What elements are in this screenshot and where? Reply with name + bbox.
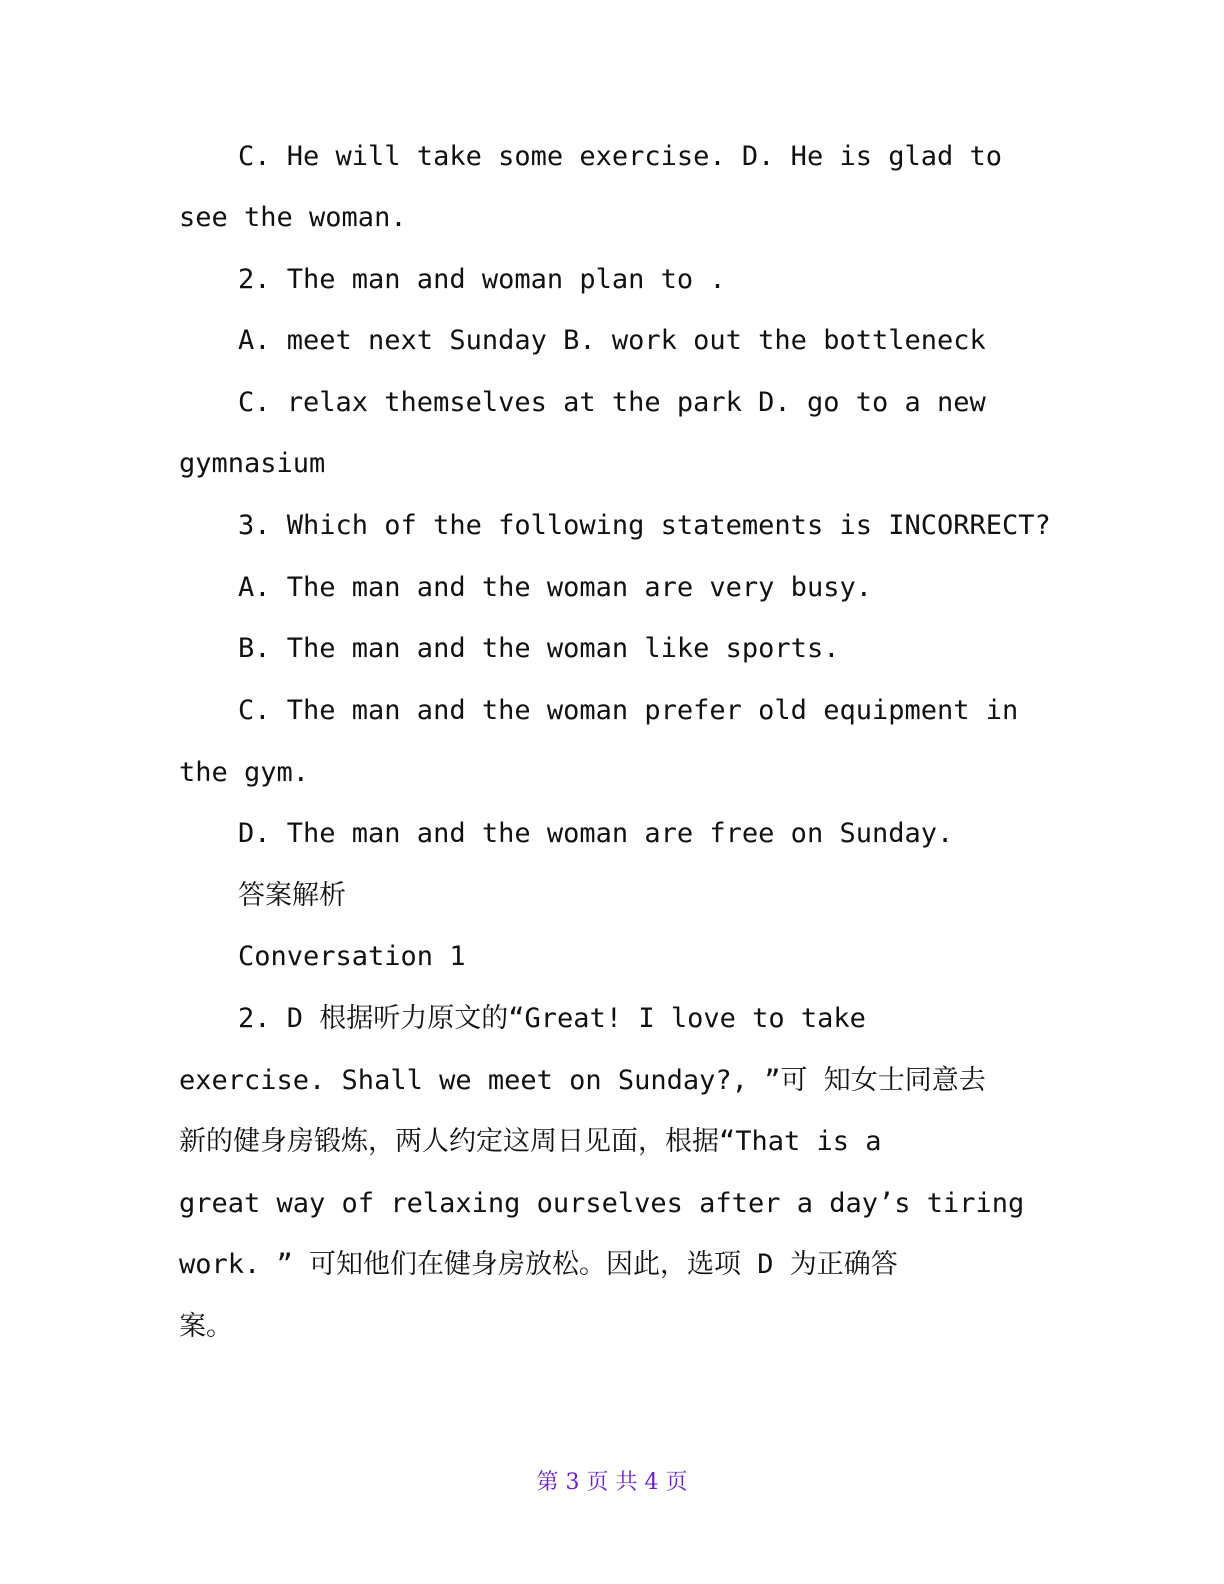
- text-line: B. The man and the woman like sports.: [238, 633, 840, 664]
- text-line: Conversation 1: [238, 941, 466, 972]
- text-line: 2. D 根据听力原文的“Great! I love to take: [238, 1003, 866, 1034]
- text-line: C. relax themselves at the park D. go to a new: [238, 387, 986, 418]
- text-line: C. He will take some exercise. D. He is glad to: [238, 141, 1003, 172]
- text-line: 新的健身房锻炼，两人约定这周日见面，根据“That is a: [179, 1126, 882, 1157]
- text-line: great way of relaxing ourselves after a day’s tiring: [179, 1188, 1025, 1219]
- text-line: see the woman.: [179, 202, 407, 233]
- text-line: A. The man and the woman are very busy.: [238, 572, 872, 603]
- text-line: the gym.: [179, 757, 310, 788]
- page-number-footer: 第 3 页 共 4 页: [536, 1470, 688, 1495]
- text-line: gymnasium: [179, 448, 326, 479]
- text-line: C. The man and the woman prefer old equipment in: [238, 695, 1019, 726]
- text-line: work. ” 可知他们在健身房放松。因此，选项 D 为正确答: [179, 1249, 898, 1280]
- text-line: D. The man and the woman are free on Sunday.: [238, 818, 954, 849]
- text-line: 3. Which of the following statements is INCORRECT?: [238, 510, 1051, 541]
- text-line: exercise. Shall we meet on Sunday?, ”可 知女士同意去: [179, 1065, 986, 1096]
- text-line: 2. The man and woman plan to .: [238, 264, 726, 295]
- text-line: 案。: [179, 1311, 233, 1342]
- text-line: A. meet next Sunday B. work out the bottleneck: [238, 325, 986, 356]
- section-heading: 答案解析: [238, 880, 346, 911]
